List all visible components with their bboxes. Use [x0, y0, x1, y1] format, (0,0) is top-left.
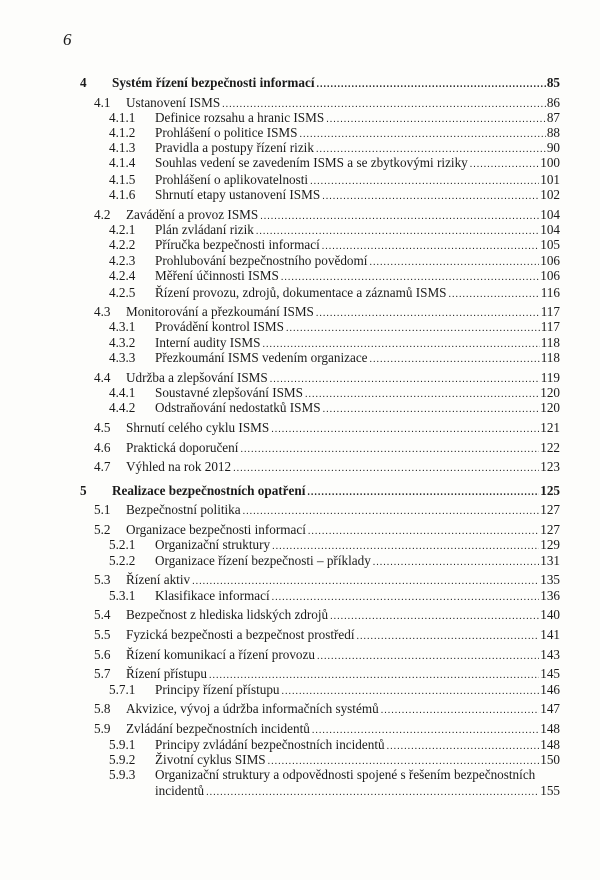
toc-entry[interactable] [0, 420, 600, 436]
section-title: Prohlubování bezpečnostního povědomí [155, 253, 368, 268]
page-ref: 135 [540, 572, 560, 587]
toc-entry[interactable] [0, 537, 600, 553]
section-title: Monitorování a přezkoumání ISMS [126, 304, 314, 319]
toc-entry[interactable] [0, 207, 600, 223]
page-ref: 104 [540, 207, 560, 222]
page-ref: 87 [546, 110, 560, 125]
dot-leader [307, 485, 539, 501]
toc-entry[interactable] [0, 237, 600, 253]
section-title: Fyzická bezpečnosti a bezpečnost prostředí [126, 627, 355, 642]
entry-line [155, 268, 560, 286]
section-number: 4.1.5 [109, 172, 136, 187]
section-title: Definice rozsahu a hranic ISMS [155, 110, 325, 125]
section-title: Životní cyklus SIMS [155, 752, 266, 767]
dot-leader [323, 402, 540, 418]
page-ref: 105 [540, 237, 560, 252]
section-title: Řízení komunikací a řízení provozu [126, 647, 315, 662]
section-title: Souhlas vedení se zavedením ISMS a se zbytkovými riziky [155, 155, 468, 170]
page-ref: 129 [540, 537, 560, 552]
section-title: Příručka bezpečnosti informací [155, 237, 320, 252]
section-number: 4.3.3 [109, 350, 136, 365]
section-number: 5.2.2 [109, 553, 136, 568]
section-number: 4.2.3 [109, 253, 136, 268]
entry-line [126, 701, 560, 719]
section-number: 4.2.1 [109, 222, 136, 237]
page-ref: 125 [540, 483, 560, 498]
toc-entry[interactable] [0, 335, 600, 351]
dot-leader [322, 189, 539, 205]
entry-line [155, 588, 560, 606]
toc-entry[interactable] [0, 666, 600, 682]
section-title: Organizace bezpečnosti informací [126, 522, 306, 537]
section-number: 5.5 [94, 627, 111, 642]
toc-entry[interactable] [0, 701, 600, 717]
dot-leader [282, 684, 540, 700]
page-ref: 116 [540, 285, 560, 300]
section-title: Organizační struktury [155, 537, 271, 552]
dot-leader [281, 270, 539, 286]
section-title: Praktická doporučení [126, 440, 239, 455]
toc-entry[interactable] [0, 370, 600, 386]
entry-line [155, 783, 560, 801]
section-title: Realizace bezpečnostních opatření [112, 483, 306, 498]
toc-entry[interactable] [0, 140, 600, 156]
section-title: Principy řízení přístupu [155, 682, 280, 697]
section-title: Zvládání bezpečnostních incidentů [126, 721, 310, 736]
section-number: 5.1 [94, 502, 111, 517]
dot-leader [206, 785, 539, 801]
page-ref: 148 [540, 721, 560, 736]
entry-line [155, 187, 560, 205]
toc-entry[interactable] [0, 285, 600, 301]
toc-entry[interactable] [0, 125, 600, 141]
section-title: Organizace řízení bezpečnosti – příklady [155, 553, 371, 568]
section-title: Bezpečnostní politika [126, 502, 241, 517]
toc-entry[interactable] [0, 502, 600, 518]
toc-entry[interactable] [0, 319, 600, 335]
section-number: 4.2.2 [109, 237, 136, 252]
section-number: 5.7 [94, 666, 111, 681]
section-title: Soustavné zlepšování ISMS [155, 385, 303, 400]
page-ref: 119 [540, 370, 560, 385]
page-ref: 118 [540, 335, 560, 350]
section-title: Udržba a zlepšování ISMS [126, 370, 268, 385]
section-title: Shrnutí celého cyklu ISMS [126, 420, 270, 435]
entry-line [155, 553, 560, 571]
section-number: 4 [80, 75, 87, 90]
section-number: 4.3.2 [109, 335, 136, 350]
toc-entry[interactable] [0, 385, 600, 401]
section-number: 5.9 [94, 721, 111, 736]
toc-entry[interactable] [0, 304, 600, 320]
section-title: Organizační struktury a odpovědnosti spojené s řešením bezpečnostních [155, 767, 536, 782]
section-number: 4.4.2 [109, 400, 136, 415]
page-ref: 101 [540, 172, 560, 187]
section-title: Přezkoumání ISMS vedením organizace [155, 350, 368, 365]
section-number: 4.1 [94, 95, 111, 110]
section-title: Měření účinnosti ISMS [155, 268, 279, 283]
dot-leader [330, 609, 539, 625]
entry-line [155, 285, 560, 303]
page-ref: 147 [540, 701, 560, 716]
toc-entry[interactable] [0, 721, 600, 737]
section-title: Výhled na rok 2012 [126, 459, 232, 474]
section-title: Bezpečnost z hlediska lidských zdrojů [126, 607, 329, 622]
toc-entry[interactable] [0, 459, 600, 475]
page-ref: 136 [540, 588, 560, 603]
section-number: 4.1.2 [109, 125, 136, 140]
dot-leader [317, 649, 539, 665]
page-ref: 85 [546, 75, 560, 90]
section-title: Systém řízení bezpečnosti informací [112, 75, 315, 90]
toc-entry[interactable] [0, 440, 600, 456]
section-number: 5.8 [94, 701, 111, 716]
entry-line [155, 767, 560, 783]
section-number: 4.2.4 [109, 268, 136, 283]
entry-line [126, 420, 560, 438]
toc-entry[interactable] [0, 553, 600, 569]
page-ref: 145 [540, 666, 560, 681]
dot-leader [470, 157, 539, 173]
dot-leader [370, 352, 540, 368]
entry-line [155, 350, 560, 368]
toc-entry[interactable] [0, 95, 600, 111]
entry-line [112, 75, 560, 93]
toc-entry[interactable] [0, 187, 600, 203]
toc-entry[interactable] [0, 737, 600, 753]
section-number: 5.9.1 [109, 737, 136, 752]
page-ref: 150 [540, 752, 560, 767]
dot-leader [381, 703, 540, 719]
entry-line [126, 459, 560, 477]
section-title: Plán zvládaní rizik [155, 222, 254, 237]
section-number: 5.6 [94, 647, 111, 662]
page-ref: 102 [540, 187, 560, 202]
section-title: Prohlášení o politice ISMS [155, 125, 298, 140]
toc-entry[interactable] [0, 607, 600, 623]
section-number: 4.4 [94, 370, 111, 385]
section-title: Řízení přístupu [126, 666, 207, 681]
section-title: Ustanovení ISMS [126, 95, 221, 110]
page-ref: 127 [540, 502, 560, 517]
section-number: 4.1.3 [109, 140, 136, 155]
page-ref: 155 [540, 783, 560, 798]
section-number: 4.2 [94, 207, 111, 222]
entry-line [126, 647, 560, 665]
section-title: Klasifikace informací [155, 588, 270, 603]
section-number: 4.3.1 [109, 319, 136, 334]
section-title: Principy zvládání bezpečnostních incidentů [155, 737, 385, 752]
section-number: 4.1.6 [109, 187, 136, 202]
toc-entry[interactable] [0, 253, 600, 269]
toc-entry[interactable] [0, 400, 600, 416]
section-number: 5.7.1 [109, 682, 136, 697]
page-ref: 131 [540, 553, 560, 568]
toc-entry[interactable] [0, 268, 600, 284]
section-title: Interní audity ISMS [155, 335, 261, 350]
page-ref: 148 [540, 737, 560, 752]
page-ref: 146 [540, 682, 560, 697]
toc-entry[interactable] [0, 627, 600, 643]
page-ref: 141 [540, 627, 560, 642]
section-number: 5.2.1 [109, 537, 136, 552]
entry-line [126, 627, 560, 645]
dot-leader [357, 629, 540, 645]
toc-entry[interactable] [0, 110, 600, 126]
section-title: Odstraňování nedostatků ISMS [155, 400, 321, 415]
entry-line [155, 682, 560, 700]
section-title: Řízení aktiv [126, 572, 191, 587]
section-number: 4.3 [94, 304, 111, 319]
dot-leader [272, 590, 540, 606]
entry-line [126, 440, 560, 458]
section-number: 5.2 [94, 522, 111, 537]
section-title: Zavádění a provoz ISMS [126, 207, 259, 222]
section-number: 5.3 [94, 572, 111, 587]
page-ref: 122 [540, 440, 560, 455]
toc-entry[interactable] [0, 222, 600, 238]
page-ref: 90 [546, 140, 560, 155]
section-number: 4.6 [94, 440, 111, 455]
page-ref: 143 [540, 647, 560, 662]
page-ref: 106 [540, 253, 560, 268]
page-ref: 140 [540, 607, 560, 622]
section-number: 4.1.4 [109, 155, 136, 170]
section-number: 4.5 [94, 420, 111, 435]
dot-leader [449, 287, 540, 303]
toc-entry[interactable] [0, 172, 600, 188]
section-title: Prohlášení o aplikovatelnosti [155, 172, 309, 187]
section-title: Akvizice, vývoj a údržba informačních systémů [126, 701, 379, 716]
page-ref: 123 [540, 459, 560, 474]
section-number: 4.2.5 [109, 285, 136, 300]
toc-entry[interactable] [0, 522, 600, 538]
dot-leader [317, 77, 546, 93]
section-number: 4.7 [94, 459, 111, 474]
toc-entry-continuation [0, 783, 600, 799]
dot-leader [373, 555, 539, 571]
entry-line [112, 483, 560, 501]
page-ref: 117 [540, 304, 560, 319]
section-title: Řízení provozu, zdrojů, dokumentace a záznamů ISMS [155, 285, 447, 300]
page-ref: 100 [540, 155, 560, 170]
page-ref: 121 [540, 420, 560, 435]
toc-entry[interactable] [0, 647, 600, 663]
section-title: Pravidla a postupy řízení rizik [155, 140, 314, 155]
section-number: 5.9.3 [109, 767, 136, 782]
toc-entry[interactable] [0, 682, 600, 698]
toc-entry[interactable] [0, 752, 600, 768]
toc-entry[interactable] [0, 155, 600, 171]
entry-line [126, 502, 560, 520]
page-ref: 127 [540, 522, 560, 537]
section-number: 4.1.1 [109, 110, 136, 125]
page-ref: 117 [540, 319, 560, 334]
toc-entry[interactable] [0, 572, 600, 588]
toc-entry[interactable] [0, 767, 600, 783]
section-number: 5 [80, 483, 87, 498]
toc-entry[interactable] [0, 350, 600, 366]
page-ref: 104 [540, 222, 560, 237]
section-number: 5.9.2 [109, 752, 136, 767]
toc-entry[interactable] [0, 588, 600, 604]
section-number: 4.4.1 [109, 385, 136, 400]
dot-leader [271, 422, 539, 438]
dot-leader [233, 461, 539, 477]
page-ref: 86 [546, 95, 560, 110]
entry-line [155, 155, 560, 173]
section-title: Provádění kontrol ISMS [155, 319, 284, 334]
entry-line [126, 607, 560, 625]
page-ref: 88 [546, 125, 560, 140]
page-ref: 118 [540, 350, 560, 365]
section-title: Shrnutí etapy ustanovení ISMS [155, 187, 321, 202]
page-ref: 106 [540, 268, 560, 283]
page-number: 6 [63, 30, 72, 49]
toc-entry[interactable] [0, 75, 600, 91]
toc-entry[interactable] [0, 483, 600, 499]
page-ref: 120 [540, 400, 560, 415]
section-number: 5.4 [94, 607, 111, 622]
dot-leader [243, 504, 540, 520]
section-number: 5.3.1 [109, 588, 136, 603]
entry-line [155, 400, 560, 418]
section-title-continuation: incidentů [155, 783, 205, 798]
dot-leader [240, 442, 539, 458]
page-ref: 120 [540, 385, 560, 400]
